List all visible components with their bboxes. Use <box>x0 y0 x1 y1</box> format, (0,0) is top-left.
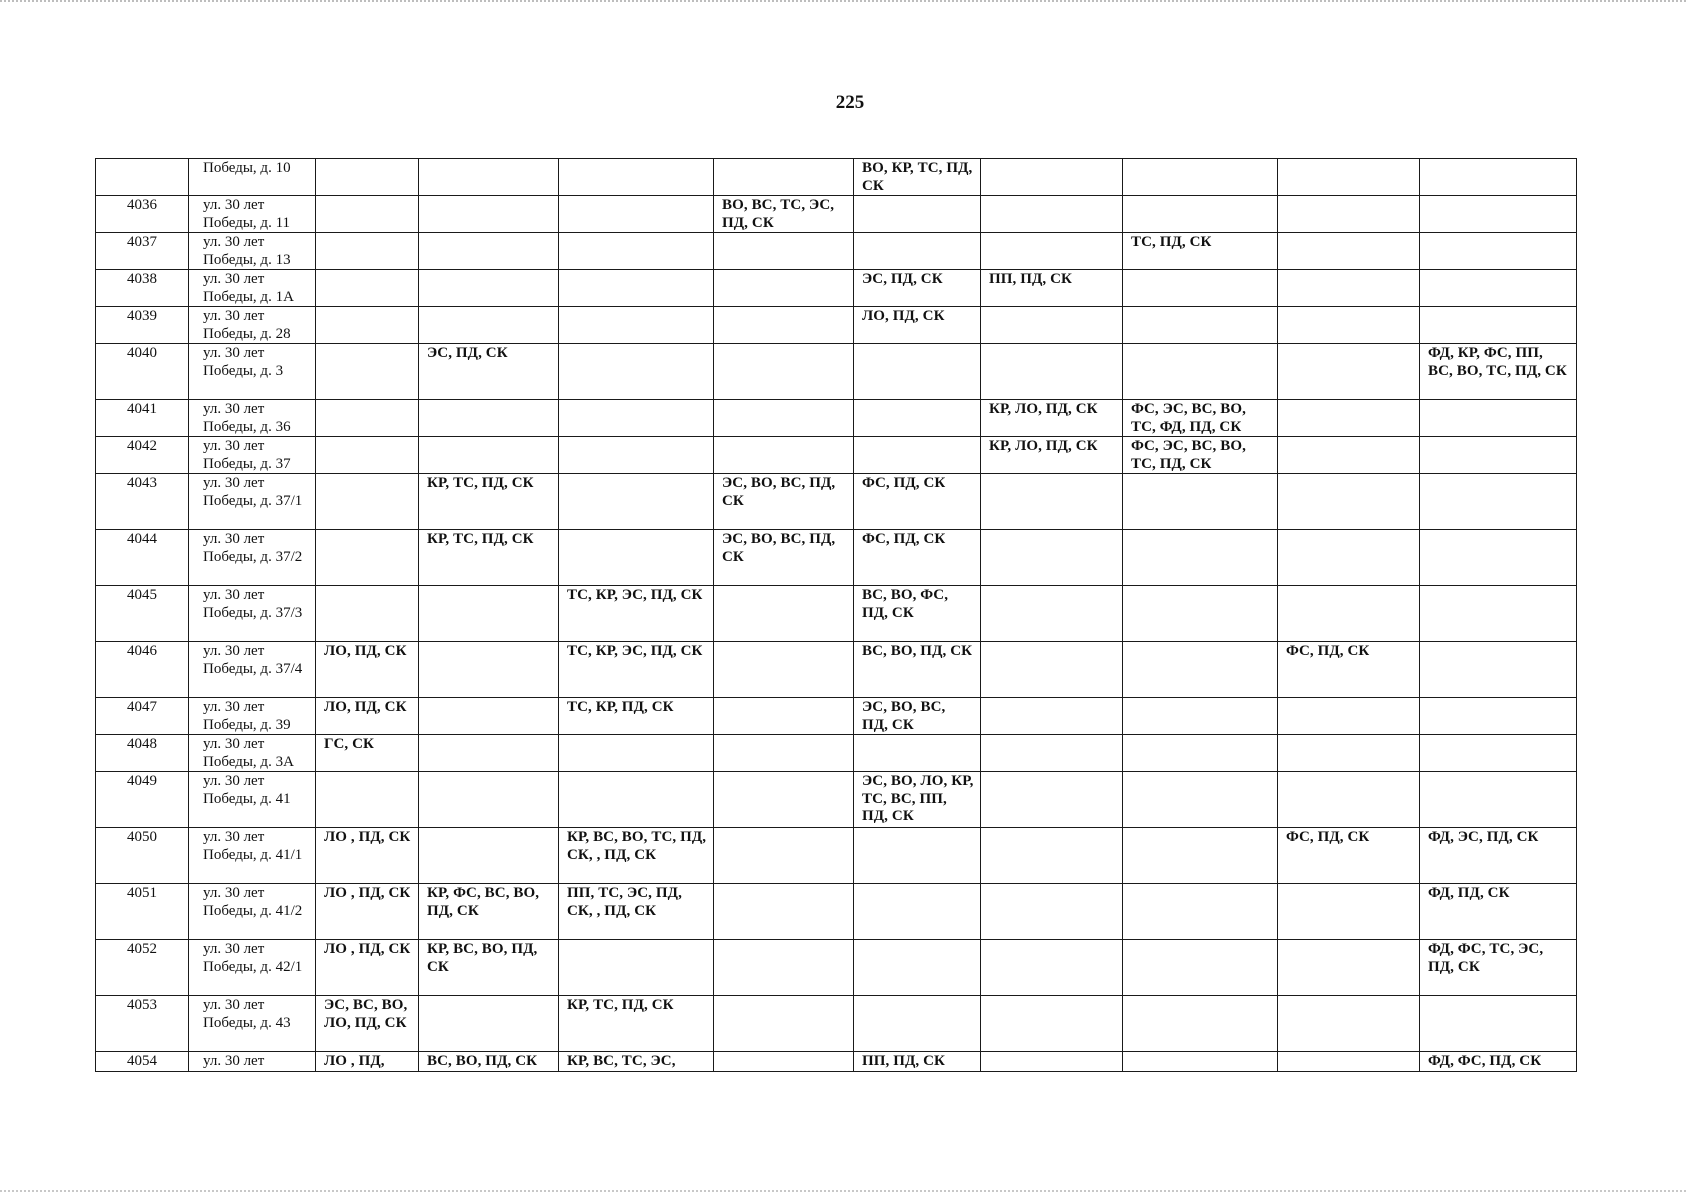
work-codes-cell <box>1278 196 1420 233</box>
work-codes-cell: ФД, КР, ФС, ПП, ВС, ВО, ТС, ПД, СК <box>1420 344 1577 400</box>
work-codes-cell <box>981 642 1123 698</box>
work-codes-cell <box>1420 772 1577 828</box>
work-codes-cell <box>854 233 981 270</box>
row-number-cell: 4038 <box>96 270 189 307</box>
work-codes-cell <box>1278 940 1420 996</box>
table-row <box>96 474 1577 530</box>
work-codes-cell <box>1420 233 1577 270</box>
work-codes-cell <box>981 940 1123 996</box>
work-codes-cell: ВС, ВО, ПД, СК <box>419 1052 559 1072</box>
work-codes-cell <box>854 735 981 772</box>
work-codes-cell <box>419 400 559 437</box>
work-codes-cell <box>714 996 854 1052</box>
work-codes-cell <box>714 159 854 196</box>
scan-edge-bottom <box>0 1190 1686 1196</box>
row-number-cell: 4047 <box>96 698 189 735</box>
table-row <box>96 772 1577 828</box>
work-codes-cell: ПП, ПД, СК <box>981 270 1123 307</box>
work-codes-cell <box>1420 735 1577 772</box>
work-codes-cell <box>1123 884 1278 940</box>
row-number-cell: 4053 <box>96 996 189 1052</box>
work-codes-cell <box>714 828 854 884</box>
work-codes-cell <box>1420 530 1577 586</box>
table-row <box>96 642 1577 698</box>
address-cell: ул. 30 лет Победы, д. 41/1 <box>189 828 316 884</box>
address-cell: ул. 30 лет Победы, д. 39 <box>189 698 316 735</box>
work-codes-cell <box>714 270 854 307</box>
work-codes-cell <box>559 940 714 996</box>
work-codes-cell <box>1123 474 1278 530</box>
work-codes-cell: КР, ВС, ВО, ТС, ПД, СК, , ПД, СК <box>559 828 714 884</box>
work-codes-cell: КР, ЛО, ПД, СК <box>981 437 1123 474</box>
work-codes-cell <box>419 698 559 735</box>
work-codes-cell <box>316 586 419 642</box>
row-number-cell: 4048 <box>96 735 189 772</box>
work-codes-cell <box>714 400 854 437</box>
address-cell: ул. 30 лет Победы, д. 41 <box>189 772 316 828</box>
work-codes-cell <box>1420 474 1577 530</box>
work-codes-cell: ТС, КР, ПД, СК <box>559 698 714 735</box>
address-cell: ул. 30 лет Победы, д. 37/1 <box>189 474 316 530</box>
work-codes-cell <box>714 698 854 735</box>
work-codes-cell: КР, ФС, ВС, ВО, ПД, СК <box>419 884 559 940</box>
address-cell: ул. 30 лет Победы, д. 28 <box>189 307 316 344</box>
work-schedule-table <box>95 158 1577 1072</box>
table-row <box>96 1052 1577 1072</box>
work-codes-cell <box>419 996 559 1052</box>
work-codes-cell <box>1420 270 1577 307</box>
work-codes-cell <box>419 233 559 270</box>
address-cell: ул. 30 лет Победы, д. 43 <box>189 996 316 1052</box>
work-codes-cell: КР, ЛО, ПД, СК <box>981 400 1123 437</box>
address-cell: ул. 30 лет Победы, д. 36 <box>189 400 316 437</box>
work-codes-cell <box>1420 996 1577 1052</box>
work-codes-cell <box>981 698 1123 735</box>
work-codes-cell: ЭС, ПД, СК <box>854 270 981 307</box>
work-codes-cell <box>1420 307 1577 344</box>
row-number-cell: 4046 <box>96 642 189 698</box>
row-number-cell: 4054 <box>96 1052 189 1072</box>
work-codes-cell <box>1123 828 1278 884</box>
row-number-cell: 4043 <box>96 474 189 530</box>
work-codes-cell: ФД, ФС, ТС, ЭС, ПД, СК <box>1420 940 1577 996</box>
work-codes-cell: ЭС, ПД, СК <box>419 344 559 400</box>
address-cell: ул. 30 лет Победы, д. 41/2 <box>189 884 316 940</box>
work-codes-cell <box>1278 1052 1420 1072</box>
table-row <box>96 586 1577 642</box>
work-codes-cell <box>1278 307 1420 344</box>
work-codes-cell: ПП, ПД, СК <box>854 1052 981 1072</box>
work-codes-cell <box>714 940 854 996</box>
work-codes-cell <box>1123 344 1278 400</box>
address-cell: ул. 30 лет Победы, д. 1А <box>189 270 316 307</box>
work-codes-cell <box>1278 996 1420 1052</box>
row-number-cell: 4044 <box>96 530 189 586</box>
work-codes-cell <box>1123 996 1278 1052</box>
work-codes-cell: ЛО , ПД, <box>316 1052 419 1072</box>
work-codes-cell <box>981 772 1123 828</box>
row-number-cell: 4052 <box>96 940 189 996</box>
work-codes-cell: ЭС, ВО, ВС, ПД, СК <box>854 698 981 735</box>
work-codes-cell <box>981 530 1123 586</box>
work-codes-cell <box>316 400 419 437</box>
work-codes-cell <box>1123 159 1278 196</box>
work-codes-cell: ФС, ПД, СК <box>1278 828 1420 884</box>
work-codes-cell <box>316 772 419 828</box>
work-codes-cell <box>854 884 981 940</box>
row-number-cell: 4049 <box>96 772 189 828</box>
work-codes-cell: ЭС, ВО, ВС, ПД, СК <box>714 474 854 530</box>
address-cell: ул. 30 лет Победы, д. 11 <box>189 196 316 233</box>
work-codes-cell <box>1420 437 1577 474</box>
work-codes-cell <box>1123 940 1278 996</box>
address-cell: ул. 30 лет Победы, д. 3А <box>189 735 316 772</box>
table-container <box>95 158 1577 1072</box>
work-codes-cell <box>1123 270 1278 307</box>
work-codes-cell: ЛО , ПД, СК <box>316 884 419 940</box>
work-codes-cell <box>559 196 714 233</box>
work-codes-cell <box>981 196 1123 233</box>
work-codes-cell <box>419 437 559 474</box>
table-row <box>96 437 1577 474</box>
work-codes-cell: ТС, КР, ЭС, ПД, СК <box>559 586 714 642</box>
work-codes-cell <box>1278 735 1420 772</box>
work-codes-cell <box>559 772 714 828</box>
work-codes-cell <box>1123 772 1278 828</box>
work-codes-cell <box>981 344 1123 400</box>
work-codes-cell <box>1278 159 1420 196</box>
work-codes-cell <box>1123 307 1278 344</box>
work-codes-cell <box>854 344 981 400</box>
table-body <box>96 159 1577 1072</box>
work-codes-cell <box>714 642 854 698</box>
work-codes-cell <box>559 233 714 270</box>
work-codes-cell <box>316 474 419 530</box>
work-codes-cell <box>981 233 1123 270</box>
table-row <box>96 735 1577 772</box>
row-number-cell: 4039 <box>96 307 189 344</box>
work-codes-cell <box>981 996 1123 1052</box>
table-row <box>96 196 1577 233</box>
work-codes-cell <box>419 196 559 233</box>
work-codes-cell <box>981 1052 1123 1072</box>
work-codes-cell <box>981 159 1123 196</box>
work-codes-cell <box>419 270 559 307</box>
table-row <box>96 996 1577 1052</box>
work-codes-cell <box>316 307 419 344</box>
work-codes-cell: ФД, ЭС, ПД, СК <box>1420 828 1577 884</box>
work-codes-cell: КР, ТС, ПД, СК <box>559 996 714 1052</box>
work-codes-cell <box>714 437 854 474</box>
work-codes-cell <box>981 586 1123 642</box>
work-codes-cell <box>1278 772 1420 828</box>
work-codes-cell <box>1278 530 1420 586</box>
work-codes-cell: ЛО, ПД, СК <box>316 642 419 698</box>
work-codes-cell <box>559 344 714 400</box>
row-number-cell: 4051 <box>96 884 189 940</box>
work-codes-cell <box>1123 1052 1278 1072</box>
work-codes-cell: ЭС, ВО, ЛО, КР, ТС, ВС, ПП, ПД, СК <box>854 772 981 828</box>
address-cell: ул. 30 лет Победы, д. 37/2 <box>189 530 316 586</box>
work-codes-cell: ФС, ПД, СК <box>1278 642 1420 698</box>
work-codes-cell <box>1123 642 1278 698</box>
work-codes-cell: ТС, КР, ЭС, ПД, СК <box>559 642 714 698</box>
work-codes-cell <box>419 642 559 698</box>
work-codes-cell <box>1420 400 1577 437</box>
work-codes-cell <box>316 530 419 586</box>
work-codes-cell <box>316 233 419 270</box>
work-codes-cell <box>559 530 714 586</box>
work-codes-cell <box>1278 270 1420 307</box>
row-number-cell <box>96 159 189 196</box>
work-codes-cell: ФД, ФС, ПД, СК <box>1420 1052 1577 1072</box>
work-codes-cell: ФС, ЭС, ВС, ВО, ТС, ПД, СК <box>1123 437 1278 474</box>
work-codes-cell <box>559 159 714 196</box>
work-codes-cell <box>714 233 854 270</box>
work-codes-cell <box>559 270 714 307</box>
work-codes-cell <box>1278 474 1420 530</box>
work-codes-cell: ЛО , ПД, СК <box>316 940 419 996</box>
table-row <box>96 884 1577 940</box>
work-codes-cell: КР, ВС, ТС, ЭС, <box>559 1052 714 1072</box>
work-codes-cell: ЛО, ПД, СК <box>316 698 419 735</box>
work-codes-cell <box>1420 698 1577 735</box>
work-codes-cell <box>419 159 559 196</box>
work-codes-cell <box>981 735 1123 772</box>
work-codes-cell <box>419 586 559 642</box>
work-codes-cell <box>559 400 714 437</box>
work-codes-cell <box>714 344 854 400</box>
page-number: 225 <box>835 92 865 113</box>
work-codes-cell <box>1123 735 1278 772</box>
row-number-cell: 4037 <box>96 233 189 270</box>
work-codes-cell <box>854 828 981 884</box>
work-codes-cell <box>559 474 714 530</box>
work-codes-cell <box>854 996 981 1052</box>
address-cell: ул. 30 лет Победы, д. 42/1 <box>189 940 316 996</box>
work-codes-cell <box>714 772 854 828</box>
work-codes-cell: ВС, ВО, ФС, ПД, СК <box>854 586 981 642</box>
work-codes-cell <box>1123 530 1278 586</box>
work-codes-cell <box>316 437 419 474</box>
address-cell: ул. 30 лет Победы, д. 13 <box>189 233 316 270</box>
work-codes-cell <box>1123 196 1278 233</box>
work-codes-cell <box>1278 233 1420 270</box>
work-codes-cell <box>1420 159 1577 196</box>
scan-edge-top <box>0 0 1686 6</box>
work-codes-cell <box>1420 586 1577 642</box>
work-codes-cell: ВО, ВС, ТС, ЭС, ПД, СК <box>714 196 854 233</box>
work-codes-cell <box>854 400 981 437</box>
work-codes-cell <box>981 307 1123 344</box>
work-codes-cell <box>714 884 854 940</box>
row-number-cell: 4036 <box>96 196 189 233</box>
work-codes-cell: ТС, ПД, СК <box>1123 233 1278 270</box>
row-number-cell: 4040 <box>96 344 189 400</box>
work-codes-cell <box>714 586 854 642</box>
table-row <box>96 307 1577 344</box>
row-number-cell: 4042 <box>96 437 189 474</box>
work-codes-cell <box>559 735 714 772</box>
work-codes-cell: ВО, КР, ТС, ПД, СК <box>854 159 981 196</box>
row-number-cell: 4045 <box>96 586 189 642</box>
work-codes-cell <box>1278 400 1420 437</box>
row-number-cell: 4050 <box>96 828 189 884</box>
address-cell: ул. 30 лет Победы, д. 3 <box>189 344 316 400</box>
work-codes-cell: ФД, ПД, СК <box>1420 884 1577 940</box>
table-row <box>96 159 1577 196</box>
table-row <box>96 233 1577 270</box>
work-codes-cell <box>1123 698 1278 735</box>
work-codes-cell: ФС, ПД, СК <box>854 474 981 530</box>
work-codes-cell <box>981 884 1123 940</box>
work-codes-cell <box>316 270 419 307</box>
work-codes-cell <box>854 437 981 474</box>
work-codes-cell: ВС, ВО, ПД, СК <box>854 642 981 698</box>
work-codes-cell: ЭС, ВО, ВС, ПД, СК <box>714 530 854 586</box>
work-codes-cell <box>981 474 1123 530</box>
work-codes-cell <box>1278 437 1420 474</box>
work-codes-cell <box>419 735 559 772</box>
table-row <box>96 828 1577 884</box>
work-codes-cell <box>1278 344 1420 400</box>
table-row <box>96 940 1577 996</box>
work-codes-cell: ПП, ТС, ЭС, ПД, СК, , ПД, СК <box>559 884 714 940</box>
work-codes-cell: ГС, СК <box>316 735 419 772</box>
address-cell: ул. 30 лет Победы, д. 37/3 <box>189 586 316 642</box>
work-codes-cell <box>419 772 559 828</box>
work-codes-cell: ФС, ПД, СК <box>854 530 981 586</box>
work-codes-cell <box>1278 586 1420 642</box>
table-row <box>96 270 1577 307</box>
work-codes-cell <box>1420 196 1577 233</box>
address-cell: ул. 30 лет Победы, д. 37 <box>189 437 316 474</box>
address-cell: ул. 30 лет Победы, д. 37/4 <box>189 642 316 698</box>
work-codes-cell: КР, ТС, ПД, СК <box>419 474 559 530</box>
work-codes-cell: КР, ВС, ВО, ПД, СК <box>419 940 559 996</box>
row-number-cell: 4041 <box>96 400 189 437</box>
work-codes-cell <box>714 307 854 344</box>
work-codes-cell <box>559 437 714 474</box>
work-codes-cell <box>714 1052 854 1072</box>
work-codes-cell: ФС, ЭС, ВС, ВО, ТС, ФД, ПД, СК <box>1123 400 1278 437</box>
work-codes-cell <box>1123 586 1278 642</box>
work-codes-cell: ЛО, ПД, СК <box>854 307 981 344</box>
table-row <box>96 530 1577 586</box>
address-cell: ул. 30 лет <box>189 1052 316 1072</box>
work-codes-cell <box>854 940 981 996</box>
work-codes-cell <box>419 307 559 344</box>
work-codes-cell <box>1278 698 1420 735</box>
work-codes-cell <box>316 196 419 233</box>
work-codes-cell <box>316 344 419 400</box>
work-codes-cell: ЛО , ПД, СК <box>316 828 419 884</box>
work-codes-cell <box>1278 884 1420 940</box>
work-codes-cell <box>714 735 854 772</box>
work-codes-cell <box>1420 642 1577 698</box>
work-codes-cell <box>981 828 1123 884</box>
table-row <box>96 698 1577 735</box>
address-cell: Победы, д. 10 <box>189 159 316 196</box>
work-codes-cell <box>419 828 559 884</box>
table-row <box>96 344 1577 400</box>
table-row <box>96 400 1577 437</box>
work-codes-cell: КР, ТС, ПД, СК <box>419 530 559 586</box>
work-codes-cell: ЭС, ВС, ВО, ЛО, ПД, СК <box>316 996 419 1052</box>
work-codes-cell <box>316 159 419 196</box>
work-codes-cell <box>854 196 981 233</box>
work-codes-cell <box>559 307 714 344</box>
